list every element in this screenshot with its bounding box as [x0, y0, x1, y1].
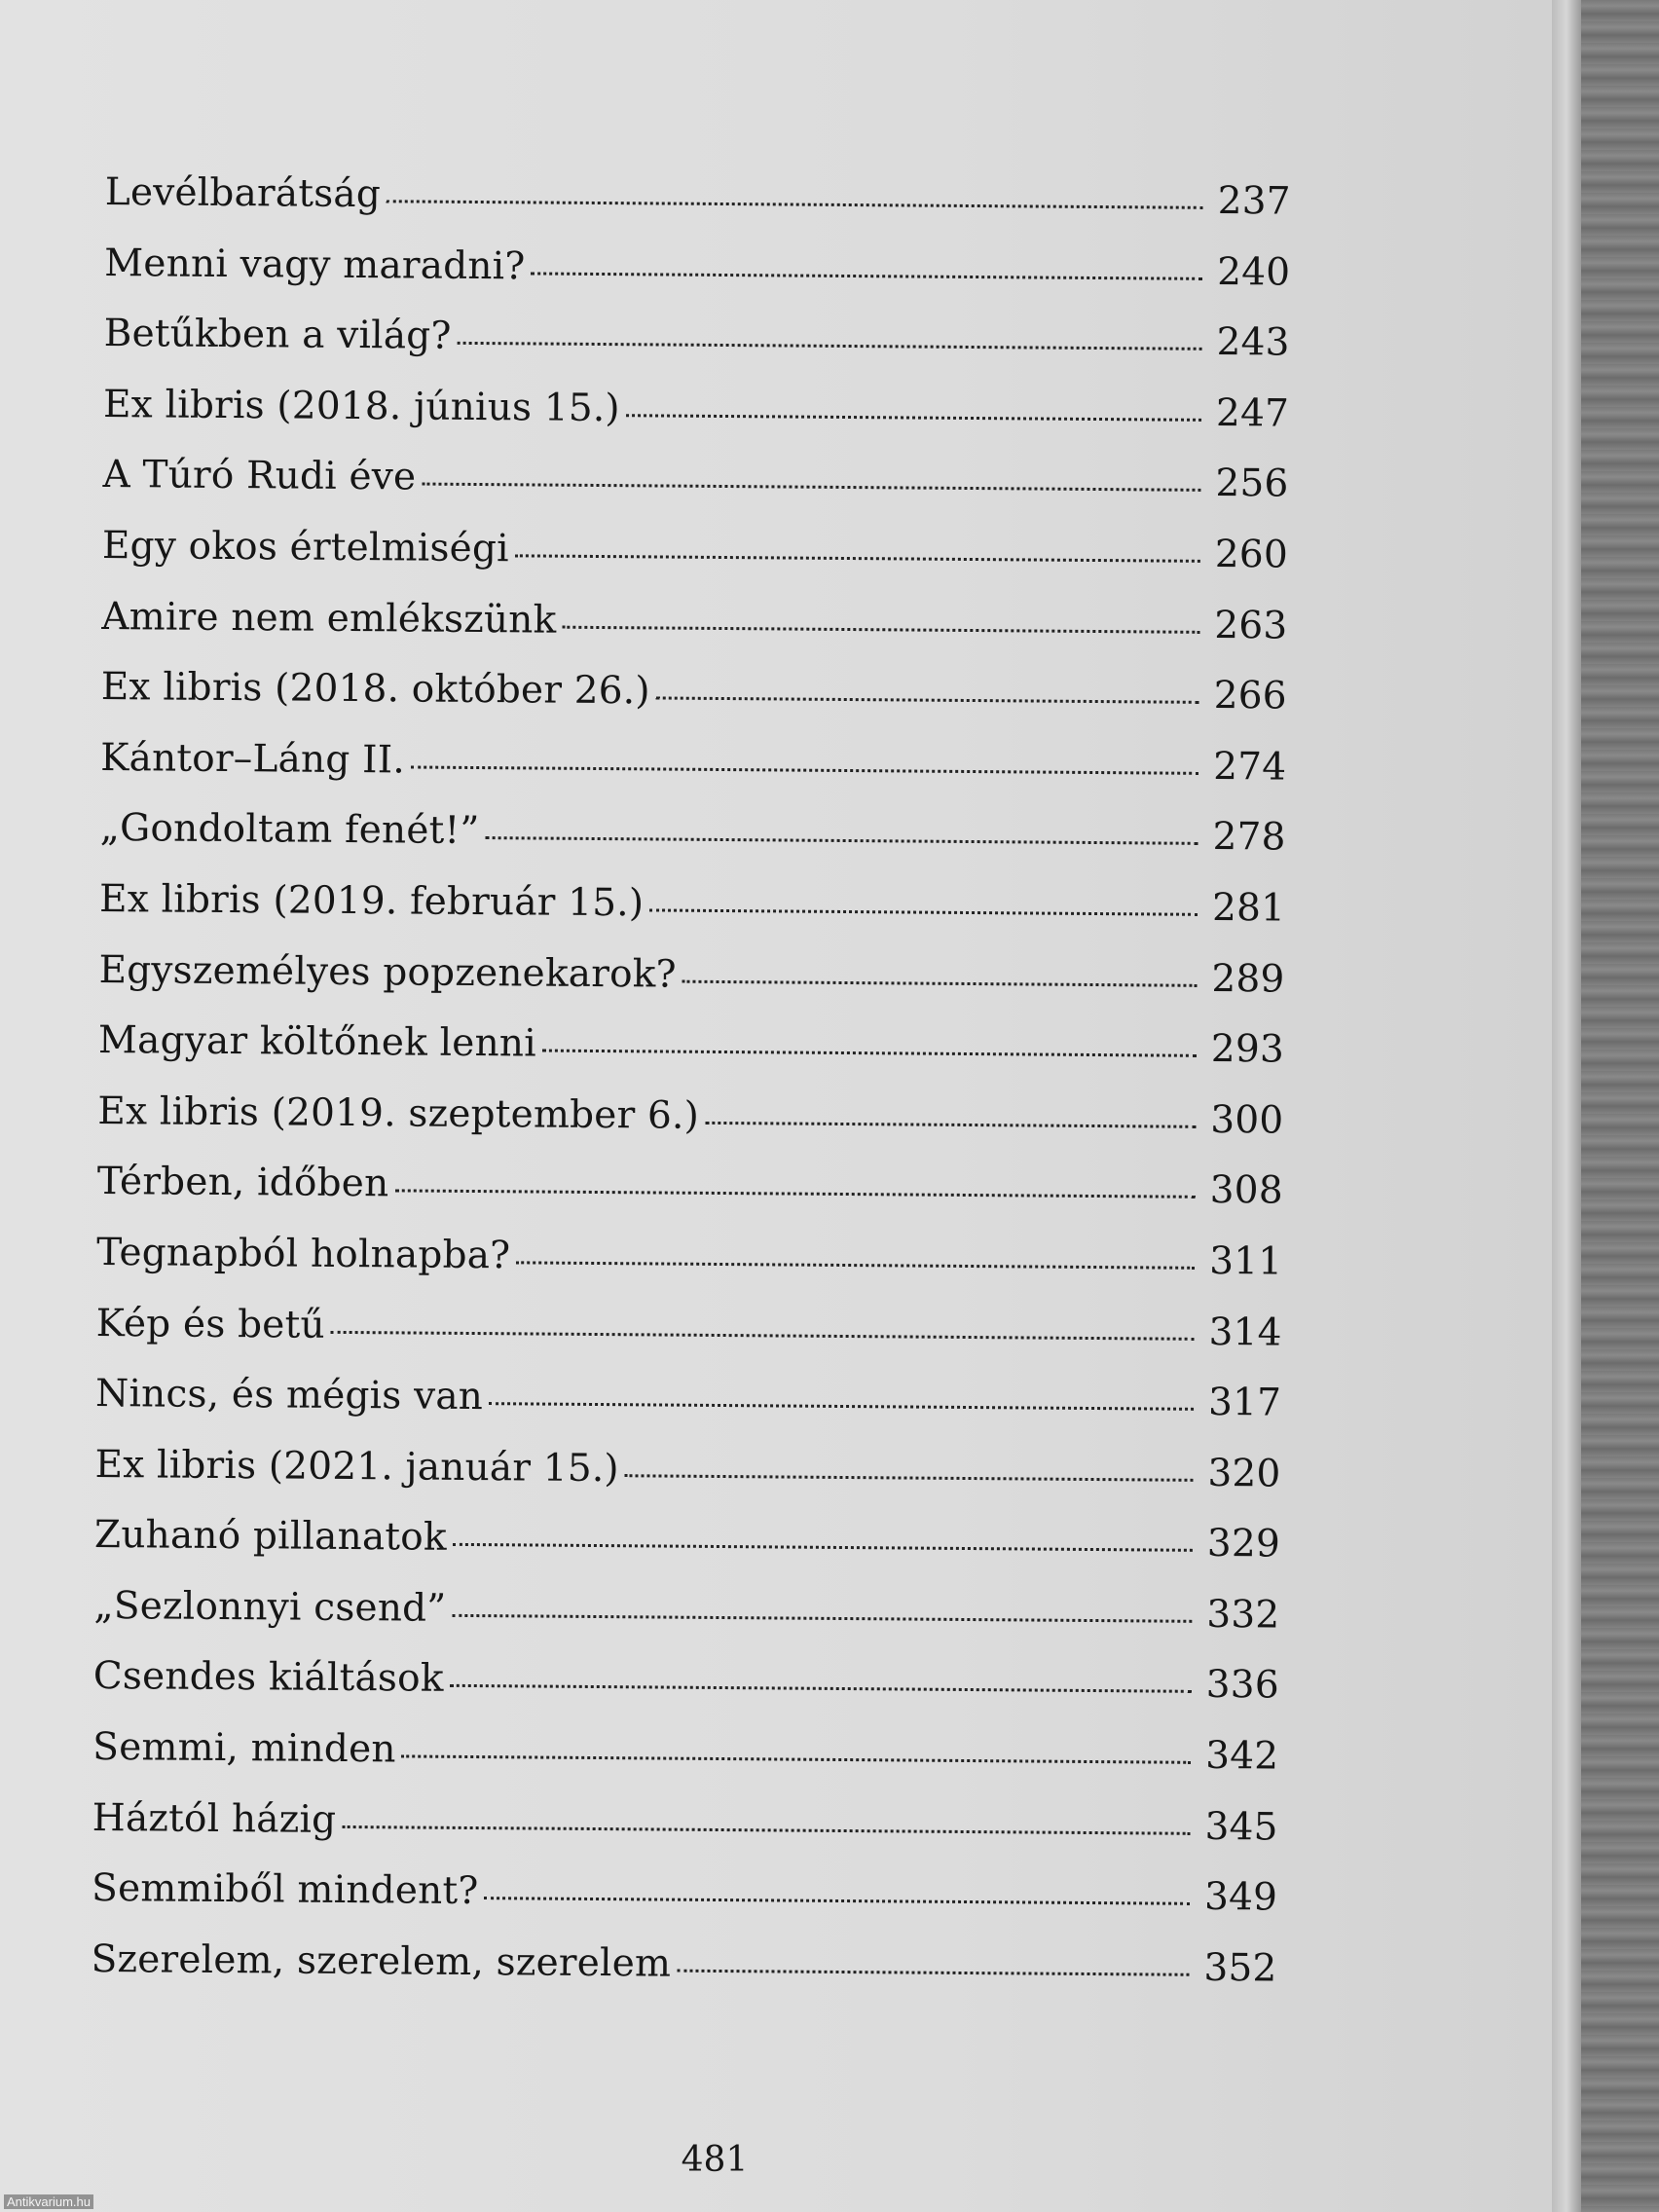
toc-entry-title: Amire nem emlékszünk [101, 594, 557, 643]
toc-entry [99, 877, 1286, 957]
toc-entry-page: 263 [1214, 603, 1288, 648]
toc-entry-title: Tegnapból holnapba? [96, 1230, 511, 1278]
toc-entry [98, 948, 1285, 1028]
dot-leader [625, 1474, 1194, 1482]
dot-leader [705, 1122, 1196, 1128]
toc-entry-page: 352 [1203, 1945, 1277, 1991]
toc-entry [102, 524, 1289, 604]
toc-entry-page: 266 [1213, 674, 1287, 719]
toc-entry-page: 281 [1211, 885, 1286, 931]
toc-entry-page: 317 [1207, 1381, 1282, 1425]
toc-entry [95, 1301, 1282, 1381]
toc-entry-title: Zuhanó pillanatok [93, 1513, 447, 1561]
dot-leader [402, 1755, 1192, 1764]
toc-entry-title: Kántor–Láng II. [100, 735, 406, 783]
toc-entry-title: „Sezlonnyi csend” [93, 1583, 447, 1631]
toc-entry-page: 332 [1206, 1592, 1280, 1638]
book-cover-edge [1581, 0, 1659, 2212]
toc-entry-title: „Gondoltam fenét!” [99, 806, 480, 854]
toc-entry [94, 1443, 1281, 1523]
toc-entry-page: 308 [1209, 1168, 1283, 1213]
toc-entry-title: Levélbarátság [104, 170, 382, 217]
toc-entry [93, 1584, 1280, 1664]
toc-entry [102, 453, 1289, 533]
dot-leader [452, 1614, 1192, 1623]
dot-leader [331, 1330, 1195, 1340]
dot-leader [626, 414, 1201, 422]
toc-entry [104, 241, 1291, 321]
toc-entry-title: Egyszemélyes popzenekarok? [98, 947, 677, 997]
dot-leader [562, 625, 1199, 633]
toc-entry [100, 665, 1287, 745]
toc-entry-title: Szerelem, szerelem, szerelem [91, 1936, 672, 1986]
table-of-contents [91, 170, 1291, 2017]
toc-entry-title: Nincs, és mégis van [94, 1372, 484, 1419]
toc-entry [100, 736, 1287, 816]
toc-entry-page: 300 [1210, 1097, 1284, 1143]
toc-entry [91, 1937, 1277, 2017]
watermark: Antikvarium.hu [4, 2194, 93, 2209]
toc-entry-page: 345 [1204, 1804, 1278, 1850]
toc-entry [96, 1231, 1283, 1310]
toc-entry-title: Csendes kiáltások [92, 1654, 444, 1702]
dot-leader [484, 1897, 1190, 1905]
toc-entry [92, 1725, 1279, 1805]
toc-entry-title: Betűkben a világ? [103, 312, 452, 358]
book-spine-edge [1552, 0, 1581, 2212]
toc-entry-title: Menni vagy maradni? [104, 240, 526, 288]
toc-entry [92, 1654, 1279, 1734]
toc-entry-title: Semmiből mindent? [91, 1866, 479, 1914]
dot-leader [485, 836, 1198, 845]
toc-entry-page: 349 [1203, 1875, 1278, 1920]
toc-entry [101, 595, 1288, 675]
dot-leader [422, 483, 1200, 492]
toc-entry [92, 1796, 1278, 1876]
toc-entry-page: 320 [1207, 1451, 1281, 1496]
dot-leader [387, 200, 1203, 209]
dot-leader [515, 554, 1200, 563]
dot-leader [411, 765, 1198, 774]
toc-entry-title: Ex libris (2018. június 15.) [102, 382, 621, 430]
toc-entry-title: Ex libris (2019. február 15.) [98, 876, 645, 926]
dot-leader [450, 1684, 1192, 1693]
toc-entry [94, 1513, 1281, 1593]
toc-entry-page: 247 [1215, 390, 1290, 436]
toc-entry-title: Magyar költőnek lenni [97, 1018, 537, 1066]
toc-entry [96, 1160, 1283, 1239]
toc-entry [92, 1866, 1278, 1946]
toc-entry-title: Háztól házig [92, 1795, 337, 1842]
dot-leader [453, 1543, 1193, 1552]
toc-entry-page: 289 [1211, 956, 1285, 1002]
toc-entry-title: Ex libris (2021. január 15.) [94, 1442, 620, 1491]
toc-entry [95, 1372, 1282, 1452]
dot-leader [342, 1825, 1190, 1835]
toc-entry [98, 1018, 1285, 1098]
toc-entry-page: 256 [1215, 461, 1289, 506]
dot-leader [531, 272, 1202, 279]
toc-entry-title: Semmi, minden [92, 1725, 396, 1772]
toc-entry-page: 314 [1208, 1309, 1282, 1355]
toc-entry-page: 311 [1209, 1238, 1283, 1284]
dot-leader [649, 908, 1198, 915]
dot-leader [677, 1970, 1189, 1976]
toc-entry-page: 278 [1212, 815, 1286, 860]
toc-entry-title: Térben, időben [96, 1160, 389, 1206]
dot-leader [682, 979, 1198, 986]
toc-entry-page: 260 [1214, 532, 1289, 577]
dot-leader [542, 1050, 1197, 1057]
toc-entry-page: 336 [1205, 1663, 1279, 1708]
toc-entry [99, 806, 1286, 886]
toc-entry-page: 237 [1217, 178, 1291, 224]
toc-entry-page: 240 [1216, 249, 1291, 295]
toc-entry-title: Kép és betű [95, 1301, 325, 1347]
toc-entry-page: 243 [1216, 320, 1290, 365]
toc-entry [104, 170, 1291, 250]
toc-entry-title: A Túró Rudi éve [102, 453, 417, 499]
toc-entry-title: Egy okos értelmiségi [101, 523, 509, 571]
toc-entry-title: Ex libris (2018. október 26.) [100, 665, 650, 714]
toc-entry [103, 383, 1290, 462]
page-number: 481 [681, 2140, 749, 2180]
toc-entry-page: 274 [1213, 744, 1287, 790]
toc-entry [97, 1089, 1284, 1169]
dot-leader [516, 1261, 1195, 1269]
dot-leader [394, 1190, 1195, 1198]
toc-entry-page: 329 [1206, 1522, 1281, 1567]
dot-leader [489, 1402, 1194, 1411]
toc-entry-title: Ex libris (2019. szeptember 6.) [97, 1088, 700, 1138]
dot-leader [656, 697, 1199, 704]
toc-entry [103, 312, 1290, 391]
dot-leader [457, 342, 1201, 350]
toc-entry-page: 293 [1210, 1027, 1285, 1072]
toc-entry-page: 342 [1205, 1733, 1279, 1779]
